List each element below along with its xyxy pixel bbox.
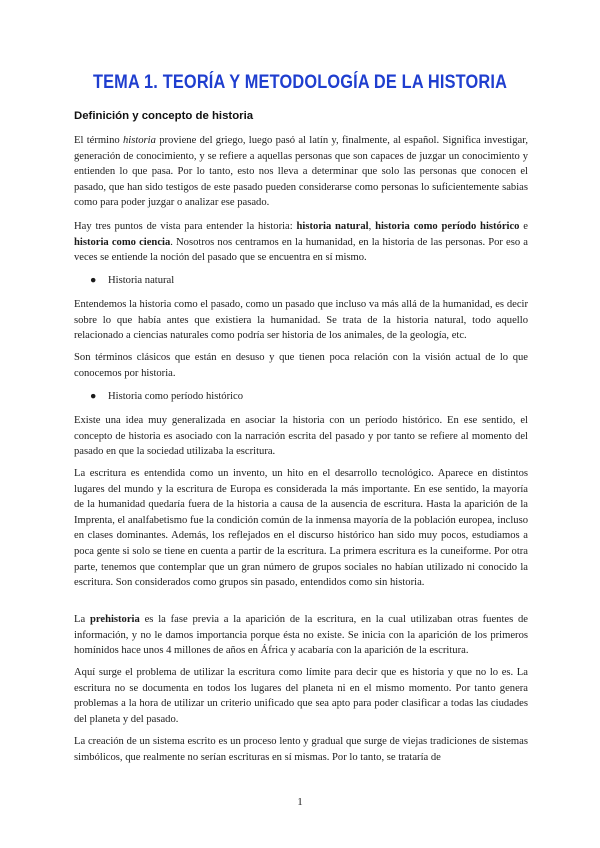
paragraph-3: Entendemos la historia como el pasado, como un pasado que incluso va más allá de la humanidad, es decir sobre lo que había antes que existiera la humanidad. Se trata de la historia natural, todo aquello relacionado a ciencias naturales como podría ser historia de los animales, de la geología, etc. [74, 299, 528, 342]
paragraph-7-text-c: es la fase previa a la aparición de la escritura, en la cual utilizaban otras fuentes de información, y no le damos importancia porque ésta no existe. Se inicia con la aparición de los primeros homínidos hace unos 4 millones de años en África y acabaría con la aparición de la escritura. [74, 614, 528, 657]
paragraph-4: Son términos clásicos que están en desuso y que tienen poca relación con la visión actual de lo que conocemos por historia. [74, 352, 528, 379]
page-number: 1 [297, 796, 303, 808]
paragraph-2-bold-1: historia natural [296, 221, 369, 232]
paragraph-9: La creación de un sistema escrito es un proceso lento y gradual que surge de viejas tradiciones de sistemas simbólicos, que realmente no serían escrituras en sí mismas. Por lo tanto, se trataría de [74, 736, 528, 763]
bullet-item-label: Historia como período histórico [108, 391, 244, 402]
paragraph-1-emphasis: historia [122, 135, 156, 146]
paragraph-2-text-a: Hay tres puntos de vista para entender la historia: [74, 221, 297, 232]
paragraph-2-text-c: , [368, 221, 376, 232]
paragraph-2-bold-3: historia como ciencia [74, 236, 171, 248]
section-heading: Definición y concepto de historia [74, 110, 254, 122]
page-title: TEMA 1. TEORÍA Y METODOLOGÍA DE LA HISTORIA [92, 72, 508, 93]
paragraph-1-text-a: El término [74, 135, 123, 146]
paragraph-1-text-b: proviene del griego, luego pasó al latín y, finalmente, al español. Significa investigar, generación de conocimiento, y se refiere a aquellas personas que son capaces de juzgar un conocimiento y entienden lo que pasa. Por lo tanto, esto nos lleva a determinar que solo las personas que conocen el pasado, que han sido testigos de este pasado pueden considerarse como personas lo suficientemente sabias como para poder juzgar o analizar ese pasado. [74, 135, 528, 209]
bullet-icon: ● [90, 275, 97, 286]
paragraph-2-text-d: e [519, 221, 528, 232]
paragraph-2-text-e: . Nosotros nos centramos en la humanidad, en la historia de las personas. Por eso a veces se entiende la noción del pasado que se encuentra en sí mismo. [74, 236, 528, 264]
paragraph-7-bold: prehistoria [89, 614, 140, 625]
bullet-item [90, 273, 174, 289]
paragraph-7-text-a: La [74, 614, 90, 625]
paragraph-1 [74, 133, 528, 211]
paragraph-2-bold-2: historia como período histórico [375, 221, 520, 232]
paragraph-7 [74, 612, 528, 659]
paragraph-6: La escritura es entendida como un invento, un hito en el desarrollo tecnológico. Aparece en distintos lugares del mundo y la escritura de Europa es considerada la más importante. En ese sentido, la mayoría de la humanidad quedaría fuera de la historia a causa de la ausencia de escritura. Hasta la aparición de la Imprenta, el analfabetismo fue la condición común de la inmensa mayoría de la población europea, incluso en clases dominantes. Además, los reflejados en el discurso histórico han sido muy pocos, estudiamos a poca gente si solo se tiene en cuenta a partir de la escritura. La primera escritura es la cuneiforme. Por otra parte, tenemos que contemplar que un gran número de grupos sociales no habían utilizado ni conocido la escritura. Son considerados como grupos sin pasado, entendidos como sin historia. [74, 468, 528, 589]
paragraph-8: Aquí surge el problema de utilizar la escritura como límite para decir que es historia y que no lo es. La escritura no se documenta en todos los lugares del planeta ni en el mismo momento. Por tanto genera problemas a la hora de utilizar un criterio unificado que sea apto para poder clasificar a todas las ciudades del planeta y del pasado. [74, 667, 528, 725]
paragraph-2 [74, 219, 528, 266]
bullet-icon: ● [90, 391, 97, 402]
bullet-item-label: Historia natural [108, 275, 175, 286]
paragraph-5: Existe una idea muy generalizada en asociar la historia con un período histórico. En ese sentido, el concepto de historia es asociado con la narración escrita del pasado y por tanto se refiere al momento del pasado en que la sociedad utilizaba la escritura. [74, 415, 528, 458]
bullet-item [90, 389, 243, 405]
